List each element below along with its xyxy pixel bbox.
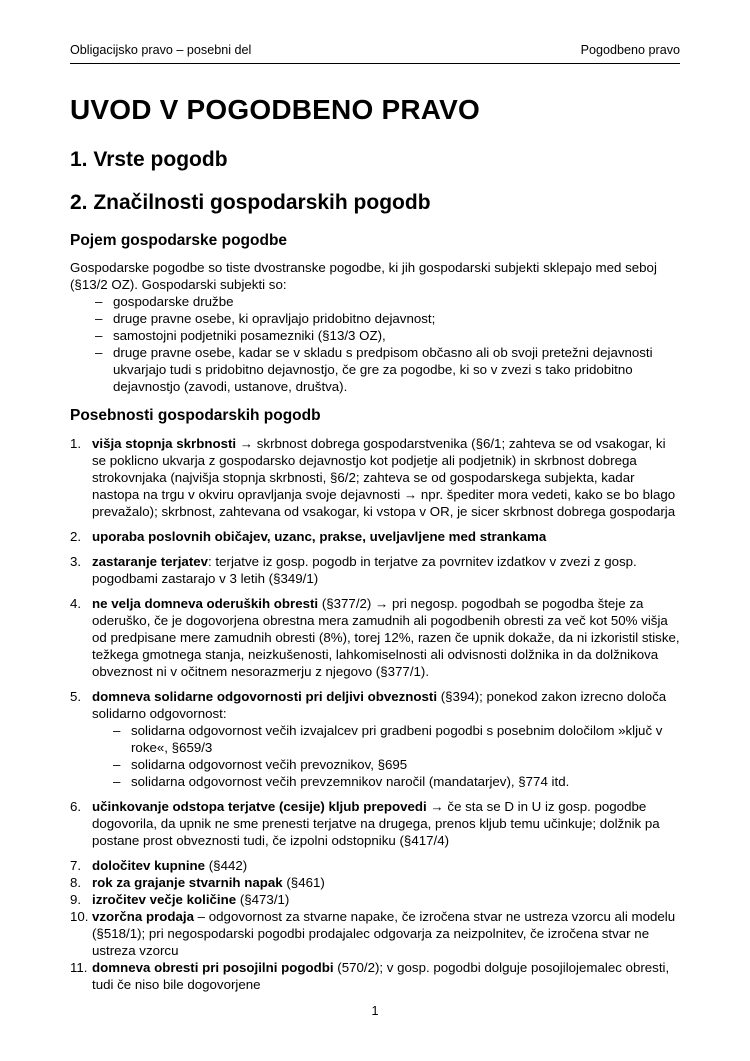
sub-bullet-text: solidarna odgovornost večih prevzemnikov naročil (mandatarjev), §774 itd. [131, 774, 570, 789]
bullet-item [95, 327, 680, 344]
bullet-text: samostojni podjetniki posamezniki (§13/3 OZ), [113, 328, 386, 343]
bullet-item [95, 310, 680, 327]
bullet-item [95, 344, 680, 395]
numbered-item [70, 435, 680, 520]
item-number: 11. [70, 960, 88, 975]
item-content [92, 553, 680, 587]
subsection-heading-posebnosti: Posebnosti gospodarskih pogodb [70, 407, 321, 424]
item-content [92, 595, 680, 680]
numbered-item [70, 891, 680, 908]
numbered-item [70, 798, 680, 849]
sub-bullet-text: solidarna odgovornost večih prevoznikov, §695 [131, 757, 408, 772]
item-bold-text: domneva obresti pri posojilni pogodbi [92, 960, 334, 975]
dash-glyph: – [95, 328, 103, 343]
item-number: 7. [70, 858, 82, 873]
item-number: 2. [70, 529, 82, 544]
item-text: domneva solidarne odgovornosti pri deljivi obveznosti (§394); ponekod zakon izrecno določa solidarno odgovornost: [92, 689, 667, 721]
item-content [92, 798, 680, 849]
bullet-text: gospodarske družbe [113, 294, 234, 309]
item-content [92, 908, 680, 959]
item-text: učinkovanje odstopa terjatve (cesije) kljub prepovedi → če sta se D in U iz gosp. pogodbe dogovorila, da upnik ne sme prenesti terjatve na drugega, prenos kljub temu učinkuje; dolžnik pa postane prost obveznosti tudi, če izpolni odstopniku (§417/4) [92, 799, 660, 848]
dash-glyph: – [113, 774, 121, 789]
item-bold-text: domneva solidarne odgovornosti pri deljivi obveznosti [92, 689, 438, 704]
page-number: 1 [371, 1004, 379, 1018]
header-left-text: Obligacijsko pravo – posebni del [70, 43, 252, 57]
numbered-item [70, 959, 680, 993]
item-number: 3. [70, 554, 82, 569]
numbered-item [70, 595, 680, 680]
item-bold-text: učinkovanje odstopa terjatve (cesije) kljub prepovedi [92, 799, 427, 814]
item-bold-text: vzorčna prodaja [92, 909, 194, 924]
item-number: 6. [70, 799, 82, 814]
item-text: določitev kupnine (§442) [92, 858, 248, 873]
dash-glyph: – [95, 294, 103, 309]
bullet-item [95, 293, 680, 310]
numbered-item [70, 908, 680, 959]
item-text [92, 529, 546, 544]
dash-glyph: – [95, 345, 103, 360]
item-bold-text: uporaba poslovnih običajev, uzanc, prakse, uveljavljene med strankama [92, 529, 547, 544]
item-content [92, 891, 680, 908]
bullet-text: druge pravne osebe, ki opravljajo pridobitno dejavnost; [113, 311, 436, 326]
item-bold-text: določitev kupnine [92, 858, 206, 873]
sub-bullet-item [92, 756, 680, 773]
item-bold-text: ne velja domneva oderuških obresti [92, 596, 319, 611]
sub-bullet-item [92, 722, 680, 756]
item-number: 8. [70, 875, 82, 890]
features-list [70, 435, 680, 993]
item-number: 1. [70, 436, 82, 451]
running-header [70, 43, 680, 64]
item-number: 5. [70, 689, 82, 704]
section-heading-1: 1. Vrste pogodb [70, 148, 228, 171]
sub-bullet-item [92, 773, 680, 790]
intro-paragraph: Gospodarske pogodbe so tiste dvostranske pogodbe, ki jih gospodarski subjekti sklepajo med seboj (§13/2 OZ). Gospodarski subjekti so: [70, 260, 657, 292]
numbered-item [70, 553, 680, 587]
item-bold-text: rok za grajanje stvarnih napak [92, 875, 283, 890]
item-text: ne velja domneva oderuških obresti (§377/2) → pri negosp. pogodbah se pogodba šteje za oderuško, če je dogovorjena obrestna mera zamudnih ali pogodbenih obresti za več kot 50% višja od predpisane mere zamudnih obresti (8%), torej 12%, razen če upnik dokaže, da ni izkoristil stiske, težkega gmotnega stanja, neizkušenosti, lahkomiselnosti ali odvisnosti dolžnika in da dolžnikova obveznost ni v očitnem nesorazmerju z njegovo (§377/1). [92, 596, 680, 679]
section-heading-2: 2. Značilnosti gospodarskih pogodb [70, 191, 431, 214]
item-bold-text: izročitev večje količine [92, 892, 237, 907]
header-right-text: Pogodbeno pravo [580, 43, 680, 57]
item-bold-text: višja stopnja skrbnosti [92, 436, 237, 451]
item-content [92, 874, 680, 891]
subsection-heading-pojem: Pojem gospodarske pogodbe [70, 232, 288, 249]
item-number: 10. [70, 909, 89, 924]
item-content [92, 857, 680, 874]
item-bold-text: zastaranje terjatev [92, 554, 209, 569]
dash-glyph: – [95, 311, 103, 326]
item-text: vzorčna prodaja – odgovornost za stvarne napake, če izročena stvar ne ustreza vzorcu ali modelu (§518/1); pri negospodarski pogodbi prodajalec odgovarja za neizpolnitev, če izročena stvar ne ustreza vzorcu [92, 909, 676, 958]
bullet-text: druge pravne osebe, kadar se v skladu s predpisom občasno ali ob svoji pretežni dejavnosti ukvarjajo tudi s pridobitno dejavnostjo, če gre za pogodbe, ki so v zvezi s tako pridobitno dejavnostjo (zavodi, ustanove, društva). [113, 345, 653, 394]
numbered-item [70, 874, 680, 891]
item-text: izročitev večje količine (§473/1) [92, 892, 290, 907]
sub-bullet-text: solidarna odgovornost večih izvajalcev pri gradbeni pogodbi s posebnim določilom »ključ v roke«, §659/3 [131, 723, 663, 755]
item-number: 9. [70, 892, 82, 907]
page-title: UVOD V POGODBENO PRAVO [70, 94, 480, 125]
intro-bullet-list [70, 293, 680, 395]
item-content [92, 528, 680, 545]
numbered-item [70, 688, 680, 790]
dash-glyph: – [113, 757, 121, 772]
item-number: 4. [70, 596, 82, 611]
item-text: domneva obresti pri posojilni pogodbi (570/2); v gosp. pogodbi dolguje posojilojemalec obresti, tudi če niso bile dogovorjene [92, 960, 670, 992]
dash-glyph: – [113, 723, 121, 738]
item-content [92, 435, 680, 520]
item-text: višja stopnja skrbnosti → skrbnost dobrega gospodarstvenika (§6/1; zahteva se od vsakogar, ki se poklicno ukvarja z gospodarsko dejavnostjo kot podjetje ali podjetnik) in skrbnost dobrega strokovnjaka (najvišja stopnja skrbnosti, §6/2; zahteva se od gospodarskega subjekta, kadar nastopa na trgu v okviru opravljanja svoje dejavnosti → npr. špediter mora vedeti, kako se bo blago prevažalo); skrbnost, zahtevana od vsakogar, ki vstopa v OR, je sicer skrbnost dobrega gospodarja [92, 436, 676, 519]
numbered-item [70, 528, 680, 545]
numbered-item [70, 857, 680, 874]
item-content [92, 959, 680, 993]
item-content [92, 688, 680, 790]
item-text: zastaranje terjatev: terjatve iz gosp. pogodb in terjatve za povrnitev izdatkov v zvezi z gosp. pogodbami zastarajo v 3 letih (§349/1) [92, 554, 637, 586]
item-text: rok za grajanje stvarnih napak (§461) [92, 875, 325, 890]
